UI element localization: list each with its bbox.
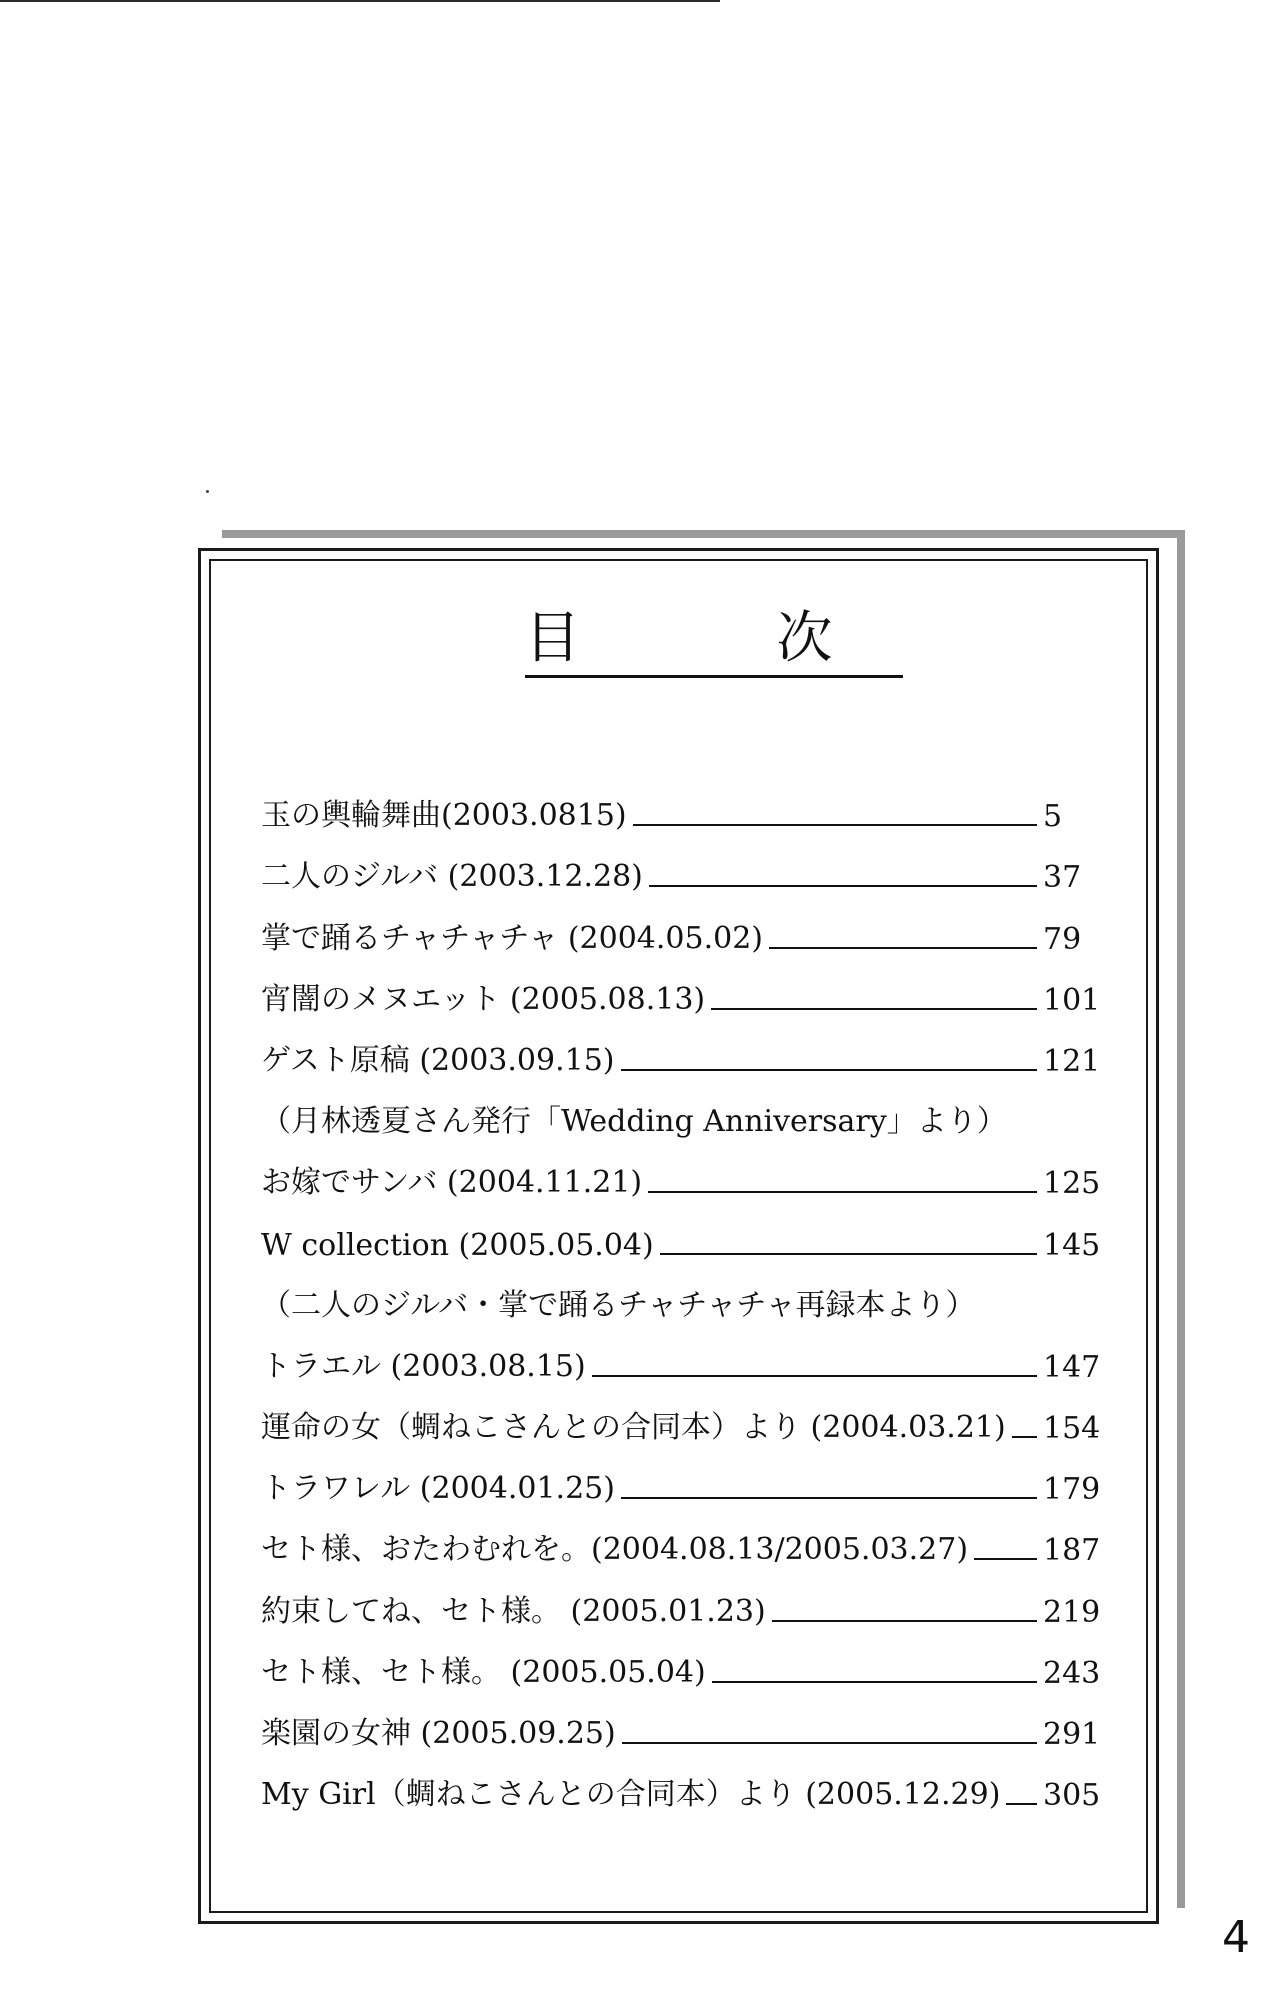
toc-entry	[261, 834, 1101, 895]
toc-leader-line	[621, 1069, 1037, 1071]
toc-frame	[198, 548, 1159, 1924]
toc-note	[261, 1079, 1101, 1140]
toc-note-text: （月林透夏さん発行「Wedding Anniversary」より）	[261, 1104, 1007, 1140]
toc-entry-page: 305	[1043, 1778, 1101, 1814]
toc-leader-line	[769, 947, 1037, 949]
toc-entry	[261, 957, 1101, 1018]
toc-note	[261, 1263, 1101, 1324]
toc-entry	[261, 1140, 1101, 1201]
toc-entry	[261, 1568, 1101, 1629]
toc-entry-page: 147	[1043, 1349, 1101, 1385]
toc-entry-title: 運命の女（蜩ねこさんとの合同本）より (2004.03.21)	[261, 1410, 1006, 1446]
toc-entry-title: 掌で踊るチャチャチャ (2004.05.02)	[261, 920, 764, 956]
toc-leader-line	[712, 1681, 1037, 1683]
toc-entry	[261, 895, 1101, 956]
toc-entry-title: My Girl（蜩ねこさんとの合同本）より (2005.12.29)	[261, 1777, 1001, 1813]
toc-list	[261, 773, 1101, 1813]
toc-leader-line	[633, 824, 1037, 826]
toc-entry-page: 187	[1043, 1533, 1101, 1569]
toc-entry-page: 179	[1043, 1472, 1101, 1508]
toc-leader-line	[772, 1620, 1037, 1622]
toc-leader-line	[621, 1497, 1037, 1499]
toc-entry	[261, 1385, 1101, 1446]
toc-entry-title: セト様、おたわむれを。(2004.08.13/2005.03.27)	[261, 1532, 969, 1568]
toc-leader-line	[711, 1008, 1037, 1010]
toc-entry-page: 37	[1043, 860, 1082, 896]
toc-entry-title: 宵闇のメヌエット (2005.08.13)	[261, 981, 706, 1017]
toc-entry-page: 243	[1043, 1655, 1101, 1691]
toc-entry-page: 291	[1043, 1717, 1101, 1752]
toc-entry	[261, 1018, 1101, 1079]
toc-entry-title: 玉の輿輪舞曲(2003.0815)	[261, 798, 627, 834]
toc-entry-title: セト様、セト様。 (2005.05.04)	[261, 1654, 706, 1690]
toc-leader-line	[648, 1191, 1037, 1193]
toc-entry	[261, 1752, 1101, 1813]
toc-entry-page: 5	[1043, 799, 1063, 835]
toc-entry-page: 145	[1043, 1227, 1101, 1263]
toc-entry-page: 219	[1043, 1594, 1101, 1630]
toc-entry	[261, 1446, 1101, 1507]
toc-entry	[261, 1324, 1101, 1385]
toc-entry-title: 約束してね、セト様。 (2005.01.23)	[261, 1593, 766, 1629]
toc-entry-title: トラワレル (2004.01.25)	[261, 1471, 615, 1507]
toc-leader-line	[974, 1558, 1037, 1560]
page-number-mark: 4	[1222, 1912, 1250, 1963]
toc-leader-line	[592, 1375, 1037, 1377]
toc-heading: 目 次	[525, 611, 903, 678]
toc-entry-title: 二人のジルバ (2003.12.28)	[261, 859, 643, 895]
toc-entry-title: トラエル (2003.08.15)	[261, 1348, 586, 1384]
toc-leader-line	[1012, 1436, 1037, 1438]
toc-entry-page: 154	[1043, 1411, 1101, 1447]
toc-leader-line	[649, 885, 1037, 887]
toc-entry-title: W collection (2005.05.04)	[261, 1227, 654, 1263]
toc-entry-page: 79	[1043, 921, 1082, 957]
toc-note-text: （二人のジルバ・掌で踊るチャチャチャ再録本より）	[261, 1287, 976, 1323]
toc-entry-title: 楽園の女神 (2005.09.25)	[261, 1716, 616, 1751]
toc-entry	[261, 1691, 1101, 1752]
toc-entry	[261, 773, 1101, 834]
toc-entry	[261, 1507, 1101, 1568]
toc-entry-page: 101	[1043, 982, 1101, 1018]
toc-entry-page: 121	[1043, 1043, 1101, 1079]
toc-leader-line	[622, 1742, 1037, 1744]
toc-entry	[261, 1201, 1101, 1262]
toc-entry-page: 125	[1043, 1166, 1101, 1202]
toc-entry-title: ゲスト原稿 (2003.09.15)	[261, 1042, 615, 1078]
toc-entry-title: お嫁でサンバ (2004.11.21)	[261, 1165, 643, 1201]
toc-entry	[261, 1630, 1101, 1691]
toc-leader-line	[1006, 1803, 1037, 1805]
paper-speck	[206, 490, 209, 493]
top-edge-line	[0, 0, 720, 2]
toc-leader-line	[660, 1253, 1037, 1255]
toc-heading-wrap	[201, 606, 1156, 678]
